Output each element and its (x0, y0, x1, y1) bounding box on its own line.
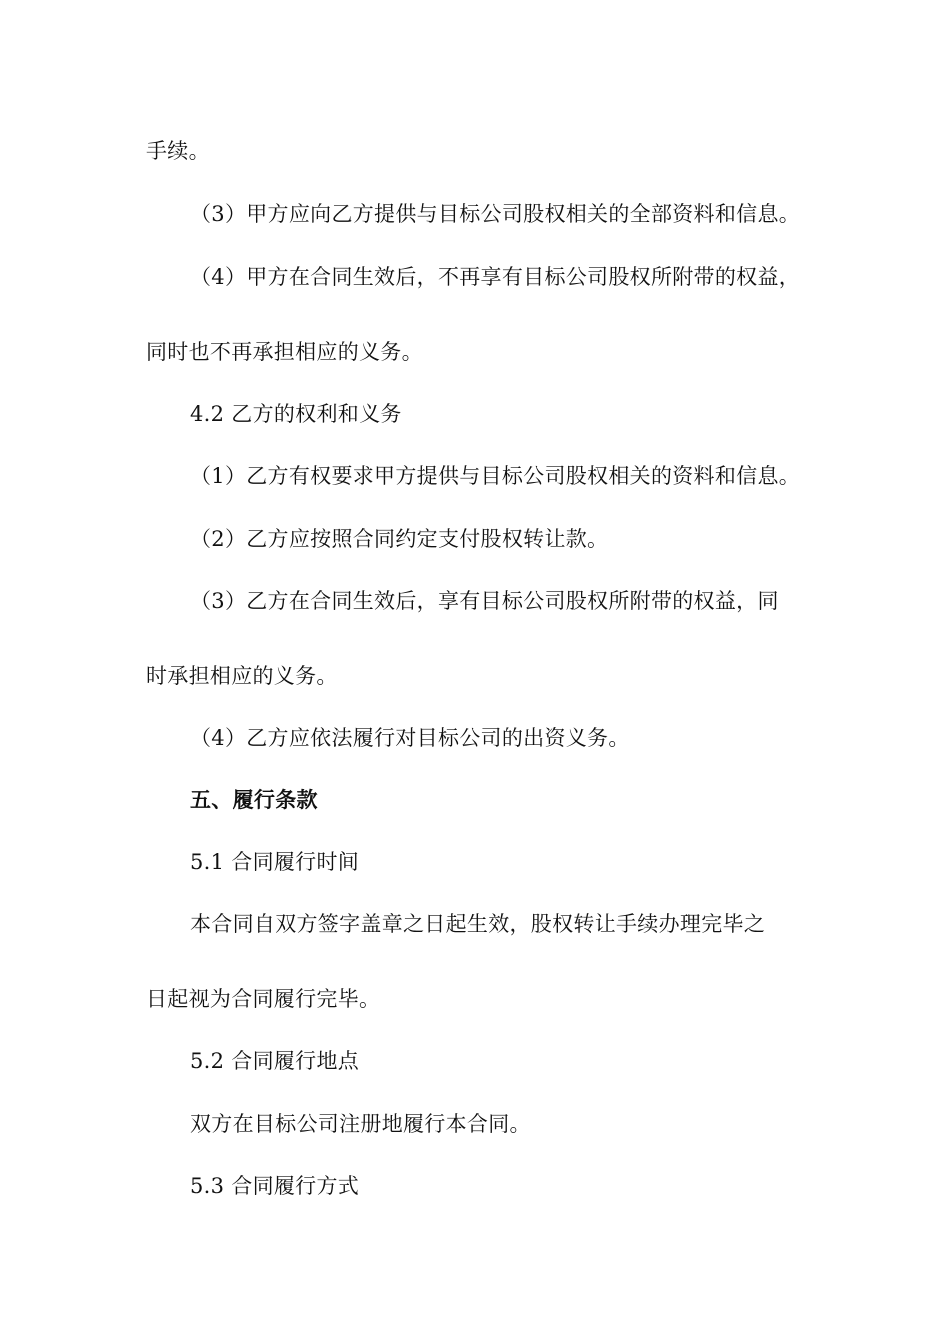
section-5-2-heading: 5.2 合同履行地点 (190, 1049, 360, 1073)
clause-4-1-4: （4）甲方在合同生效后，不再享有目标公司股权所附带的权益， (190, 265, 801, 289)
section-4-2-heading: 4.2 乙方的权利和义务 (190, 402, 402, 426)
clause-4-1-3: （3）甲方应向乙方提供与目标公司股权相关的全部资料和信息。 (190, 202, 801, 226)
chapter-5-heading: 五、履行条款 (190, 787, 318, 812)
section-5-2-body: 双方在目标公司注册地履行本合同。 (190, 1112, 531, 1136)
section-5-1-body-continuation: 日起视为合同履行完毕。 (146, 987, 381, 1011)
clause-4-2-3-continuation: 时承担相应的义务。 (146, 664, 338, 688)
section-5-1-heading: 5.1 合同履行时间 (190, 850, 360, 874)
clause-4-2-4: （4）乙方应依法履行对目标公司的出资义务。 (190, 726, 630, 750)
clause-4-2-3: （3）乙方在合同生效后，享有目标公司股权所附带的权益，同 (190, 589, 779, 613)
paragraph-continuation: 手续。 (146, 139, 210, 163)
clause-4-1-4-continuation: 同时也不再承担相应的义务。 (146, 340, 423, 364)
clause-4-2-2: （2）乙方应按照合同约定支付股权转让款。 (190, 527, 609, 551)
section-5-1-body: 本合同自双方签字盖章之日起生效，股权转让手续办理完毕之 (190, 912, 766, 936)
clause-4-2-1: （1）乙方有权要求甲方提供与目标公司股权相关的资料和信息。 (190, 464, 801, 488)
section-5-3-heading: 5.3 合同履行方式 (190, 1174, 360, 1198)
